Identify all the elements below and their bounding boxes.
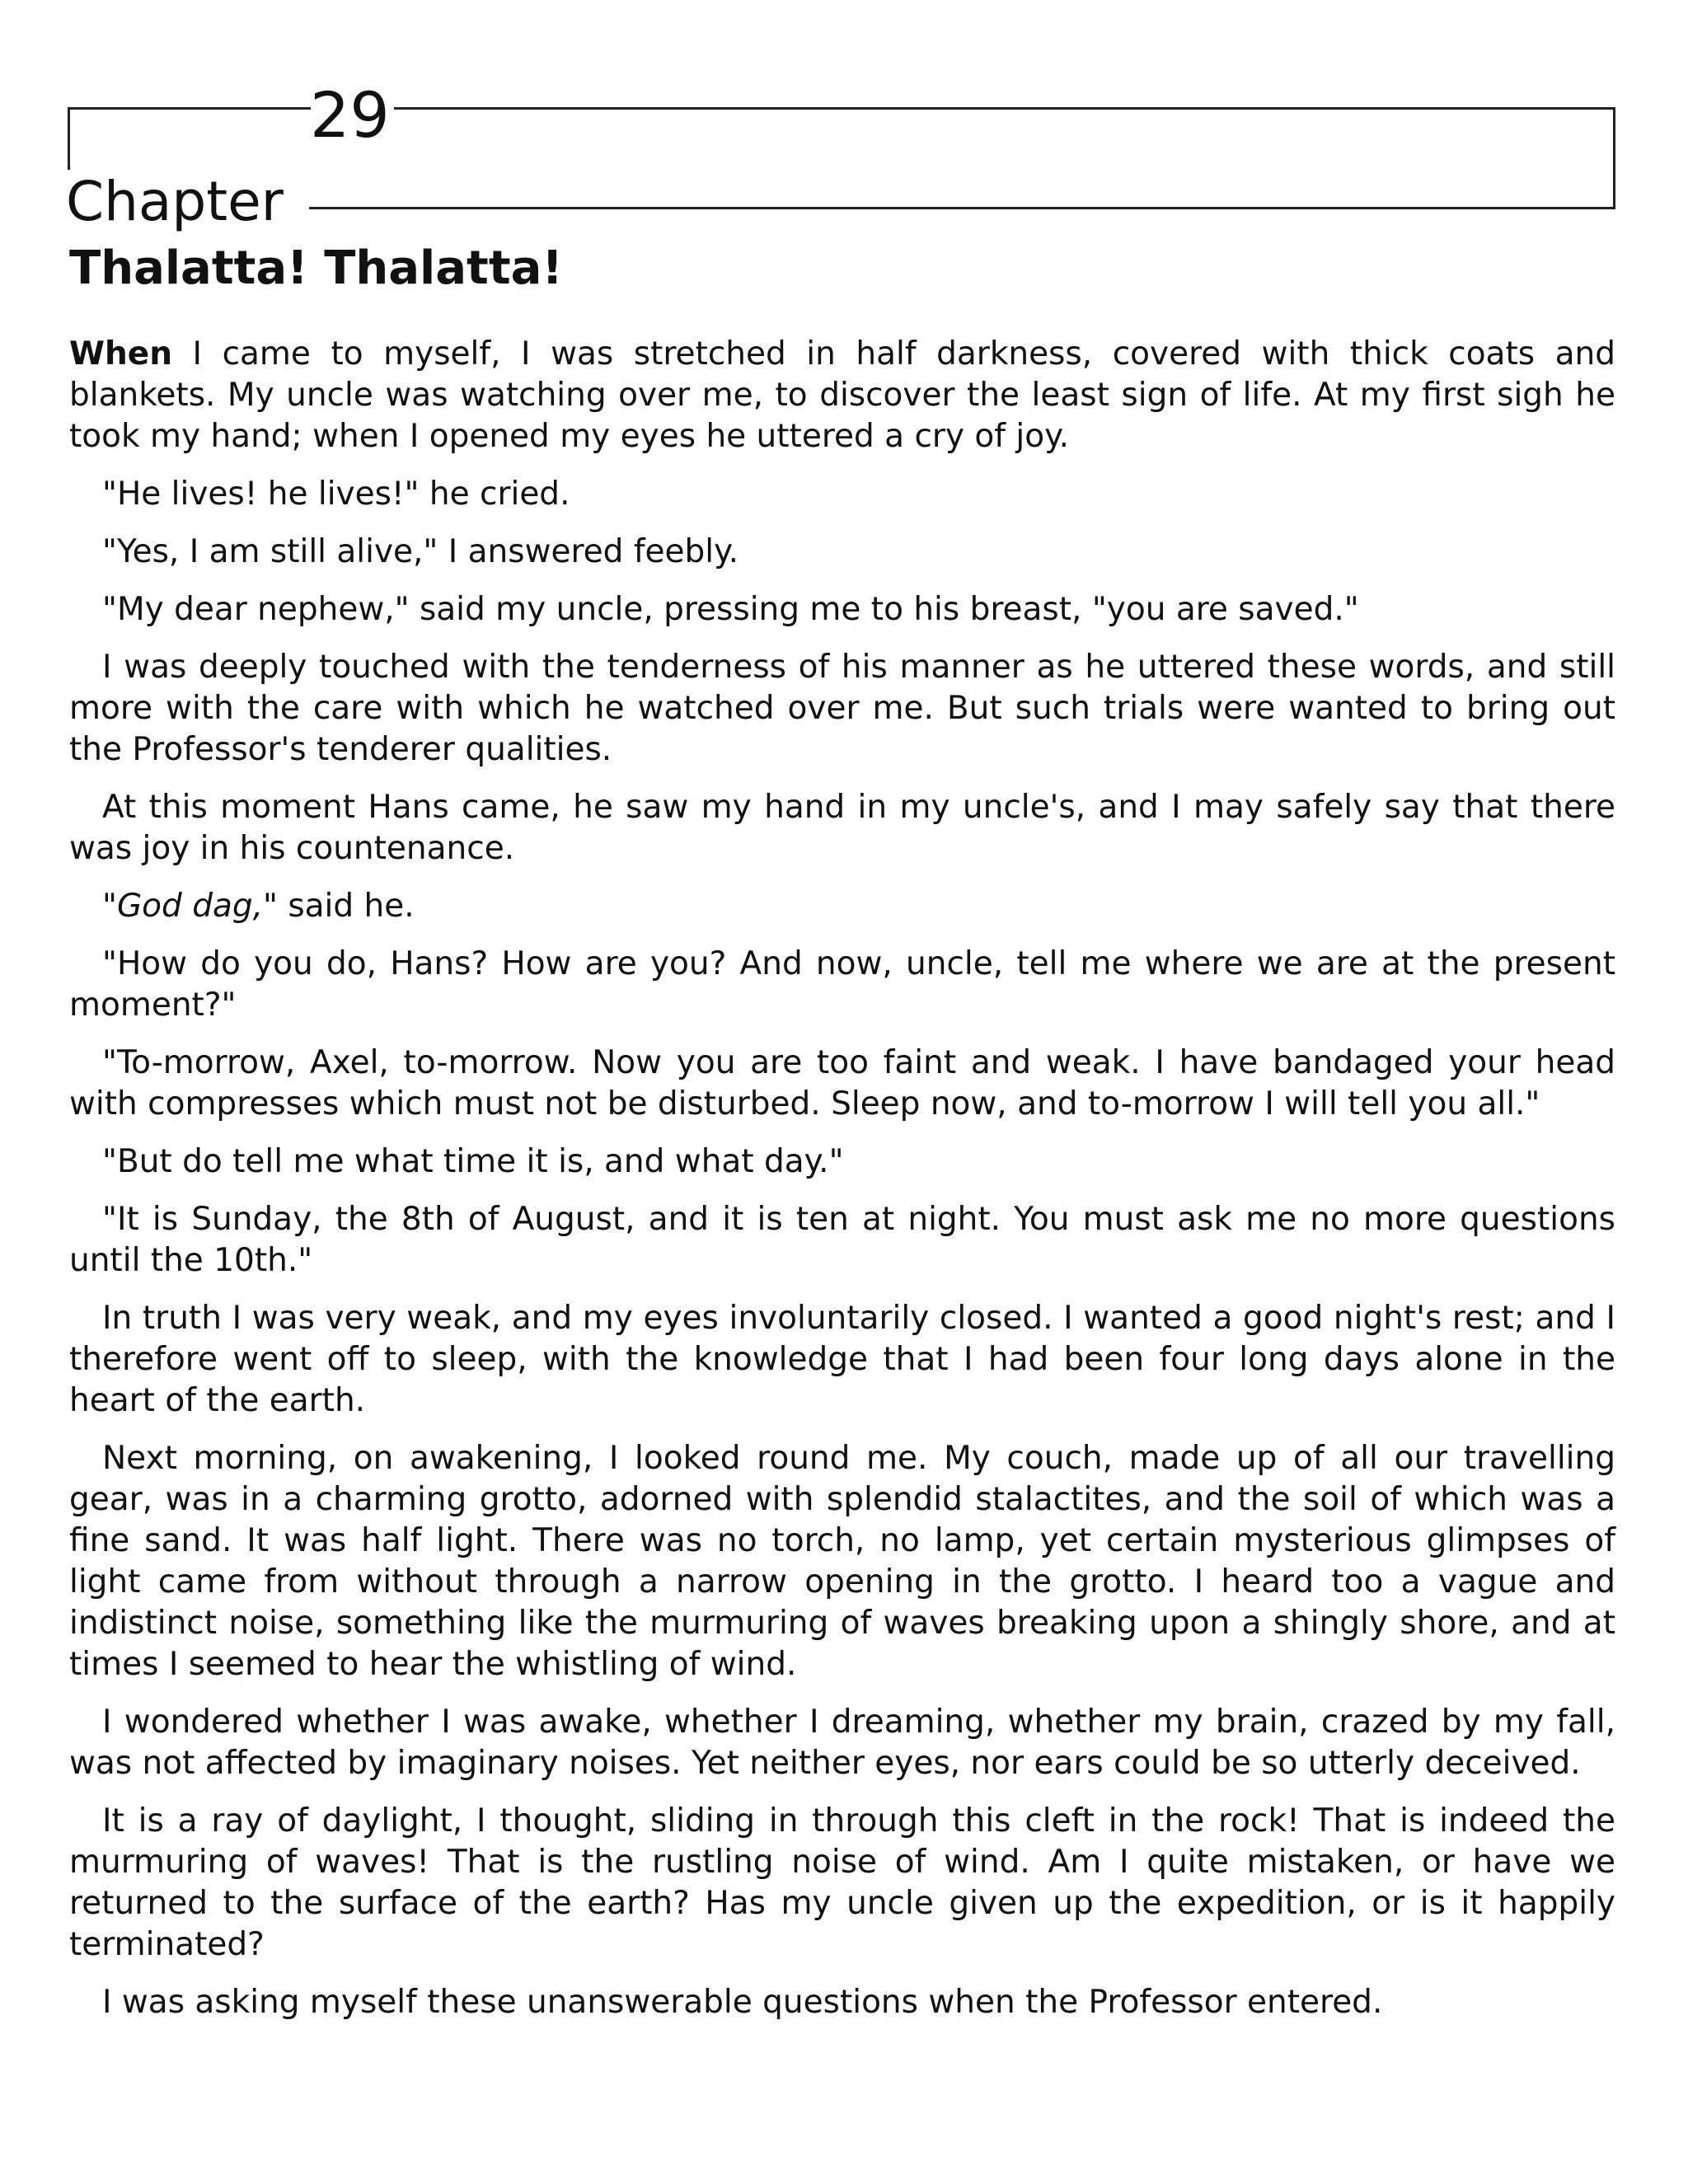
header-frame-top-line-right <box>394 107 1615 110</box>
paragraph: I was deeply touched with the tenderness of his manner as he uttered these words, and still more with the care with which he watched over me. But such trials were wanted to bring out the Professor's tenderer qualities. <box>69 649 1615 768</box>
paragraph: "How do you do, Hans? How are you? And now, uncle, tell me where we are at the present moment?" <box>69 945 1615 1024</box>
paragraph: I wondered whether I was awake, whether I dreaming, whether my brain, crazed by my fall, was not affected by imaginary noises. Yet neither eyes, nor ears could be so utterly deceived. <box>69 1704 1615 1782</box>
paragraph: It is a ray of daylight, I thought, sliding in through this cleft in the rock! That is indeed the murmuring of waves! That is the rustling noise of wind. Am I quite mistaken, or have we returned to the surface of the earth? Has my uncle given up the expedition, or is it happily terminated? <box>69 1802 1615 1963</box>
chapter-label: Chapter <box>66 170 284 233</box>
italic-phrase: God dag, <box>116 888 263 925</box>
paragraph: I was asking myself these unanswerable questions when the Professor entered. <box>102 1984 1383 2021</box>
paragraph: Next morning, on awakening, I looked round me. My couch, made up of all our travelling gear, was in a charming grotto, adorned with splendid stalactites, and the soil of which was a fine sand. It was half light. There was no torch, no lamp, yet certain mysterious glimpses of light came from without through a narrow opening in the grotto. I heard too a vague and indistinct noise, something like the murmuring of waves breaking upon a shingly shore, and at times I seemed to hear the whistling of wind. <box>69 1440 1615 1683</box>
paragraph-lead-word: When <box>69 335 172 373</box>
header-frame-right-line <box>1613 107 1615 209</box>
paragraph: "He lives! he lives!" he cried. <box>102 476 570 513</box>
paragraph: "To-morrow, Axel, to-morrow. Now you are too faint and weak. I have bandaged your head with compresses which must not be disturbed. Sleep now, and to-morrow I will tell you all." <box>69 1044 1615 1122</box>
header-frame-left-tick <box>68 107 70 170</box>
paragraph: "Yes, I am still alive," I answered feebly. <box>102 533 739 570</box>
header-frame-top-line-left <box>68 107 311 110</box>
paragraph: At this moment Hans came, he saw my hand in my uncle's, and I may safely say that there was joy in his countenance. <box>69 789 1615 867</box>
paragraph <box>69 886 1615 927</box>
chapter-body <box>69 334 1615 2040</box>
paragraph: "But do tell me what time it is, and what day." <box>102 1143 844 1180</box>
paragraph: "My dear nephew," said my uncle, pressing me to his breast, "you are saved." <box>102 591 1359 628</box>
paragraph-text: " said he. <box>263 888 415 925</box>
chapter-number: 29 <box>310 78 390 152</box>
paragraph: In truth I was very weak, and my eyes involuntarily closed. I wanted a good night's rest; and I therefore went off to sleep, with the knowledge that I had been four long days alone in the heart of the earth. <box>69 1300 1615 1419</box>
paragraph: "It is Sunday, the 8th of August, and it is ten at night. You must ask me no more questions until the 10th." <box>69 1201 1615 1279</box>
paragraph <box>69 334 1615 457</box>
paragraph-text: I came to myself, I was stretched in half darkness, covered with thick coats and blankets. My uncle was watching over me, to discover the least sign of life. At my first sigh he took my hand; when I opened my eyes he uttered a cry of joy. <box>69 335 1615 455</box>
header-frame-bottom-line <box>309 207 1615 209</box>
chapter-title: Thalatta! Thalatta! <box>69 241 563 295</box>
paragraph-text: " <box>102 888 117 925</box>
